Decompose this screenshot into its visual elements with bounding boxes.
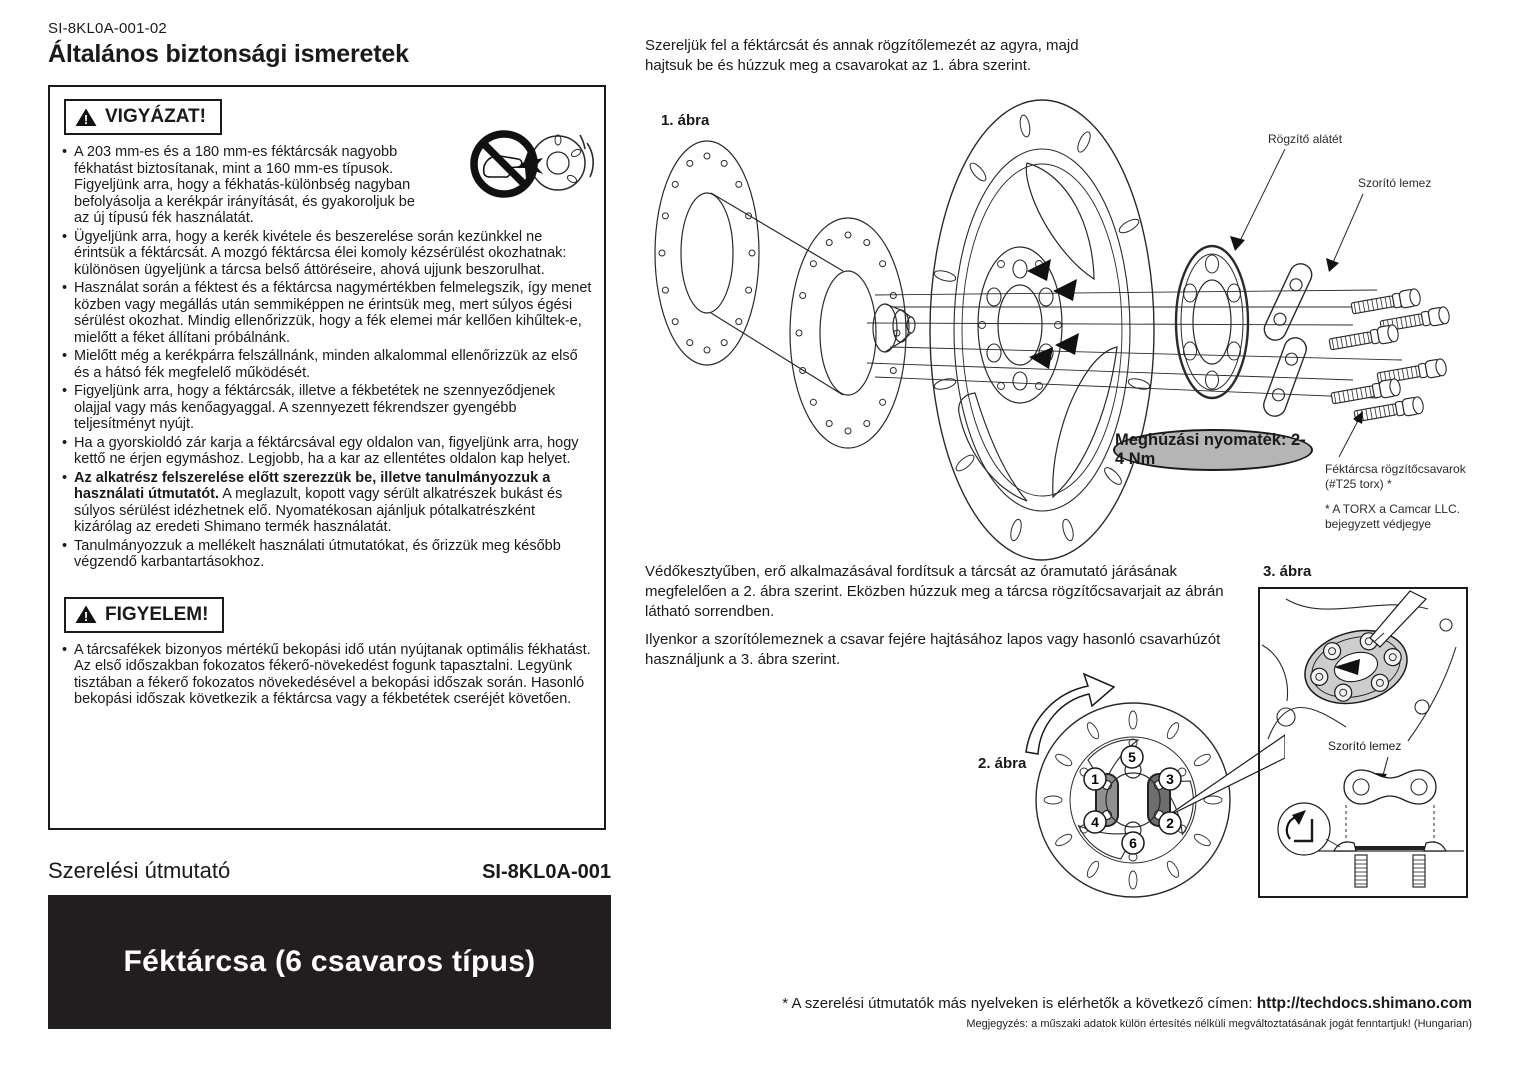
caution-label-text: FIGYELEM! bbox=[105, 603, 209, 625]
figure1-exploded-diagram bbox=[645, 95, 1518, 565]
bolt-axis-lines bbox=[867, 290, 1402, 398]
rotor-bolt-holes bbox=[987, 260, 1053, 390]
page-title: Általános biztonsági ismeretek bbox=[48, 40, 409, 68]
product-title-banner bbox=[48, 895, 611, 1029]
svg-text:6: 6 bbox=[1129, 835, 1137, 851]
rotor-arm-cutouts bbox=[959, 163, 1117, 501]
clamp-plate-side-view bbox=[1316, 842, 1464, 887]
hub-drawing bbox=[655, 141, 915, 448]
document-number: SI-8KL0A-001-02 bbox=[48, 20, 167, 37]
figure1-label: 1. ábra bbox=[661, 112, 710, 129]
warning-bullet: • Ha a gyorskioldó zár karja a féktárcsával egy oldalon van, figyeljünk arra, hogy kettő ne érjen egymáshoz. Legjobb, ha a kar az ellentétes oldalon kap helyet. bbox=[62, 435, 592, 468]
warning-bullet: • Tanulmányozzuk a mellékelt használati útmutatókat, és őrizzük meg később végzendő karbantartásokhoz. bbox=[62, 538, 592, 571]
clamp-plate-callout-label: Szorító lemez bbox=[1358, 176, 1432, 190]
svg-text:!: ! bbox=[83, 111, 89, 127]
hub-spoke-holes bbox=[659, 153, 900, 434]
specs-change-note: Megjegyzés: a műszaki adatok külön értesítés nélküli megváltoztatásának jogát fenntartjuk! (Hungarian) bbox=[966, 1018, 1472, 1030]
clamp-plate-callout-label: Szorító lemez bbox=[1328, 739, 1402, 753]
caution-section bbox=[62, 593, 592, 708]
clamp-plate-top-view bbox=[1344, 770, 1436, 804]
figure3-label: 3. ábra bbox=[1263, 563, 1312, 580]
bend-tab-detail bbox=[1278, 803, 1340, 855]
svg-text:1: 1 bbox=[1091, 771, 1099, 787]
rotor-bolts-drawing bbox=[1329, 288, 1451, 425]
rotate-clockwise-arrow bbox=[1026, 674, 1114, 754]
warning-bullet-list bbox=[62, 144, 592, 571]
warning-triangle-icon bbox=[75, 605, 97, 624]
svg-text:!: ! bbox=[83, 609, 89, 625]
caution-label-box bbox=[64, 597, 224, 633]
manual-code: SI-8KL0A-001 bbox=[482, 861, 611, 883]
svg-text:5: 5 bbox=[1128, 749, 1136, 765]
tighten-order-paragraph: Védőkesztyűben, erő alkalmazásával fordítsuk a tárcsát az óramutató járásának megfelelően a 2. ábra szerint. Eközben húzzuk meg a tárcsa rögzítőcsavarjait az ábrán látható sorrendben. bbox=[645, 563, 1224, 620]
screwdriver-paragraph: Ilyenkor a szorítólemeznek a csavar fejére hajtásához lapos vagy hasonló csavarhúzót használjunk a 3. ábra szerint. bbox=[645, 631, 1221, 668]
torx-trademark-note: * A TORX a Camcar LLC. bejegyzett védjegye bbox=[1325, 502, 1460, 531]
caution-bullet-list bbox=[62, 642, 592, 708]
safety-notes-box bbox=[48, 85, 606, 830]
manual-type-label: Szerelési útmutató bbox=[48, 858, 231, 883]
warning-bullet: • Az alkatrész felszerelése előtt szerezzük be, illetve tanulmányozzuk a használati útmutatót. A meglazult, kopott vagy sérült alkatrészek bukást és súlyos sérülést idézhetnek elő. Nyomatékosan ajánljuk pótalkatrészként kizárólag az eredeti Shimano termék használatát. bbox=[62, 470, 592, 536]
product-title: Féktárcsa (6 csavaros típus) bbox=[123, 945, 536, 978]
warning-bullet: • Mielőtt még a kerékpárra felszállnánk, minden alkalommal ellenőrizzük az első és a hátsó fék megfelelő működését. bbox=[62, 348, 592, 381]
warning-triangle-icon bbox=[75, 108, 97, 127]
svg-text:3: 3 bbox=[1166, 771, 1174, 787]
torque-callout: Meghúzási nyomaték: 2-4 Nm bbox=[1113, 429, 1313, 471]
do-not-touch-rotor-icon bbox=[466, 125, 596, 203]
svg-text:4: 4 bbox=[1091, 814, 1099, 830]
warning-bullet: • Figyeljünk arra, hogy a féktárcsák, illetve a fékbetétek ne szennyeződjenek olajjal vagy más kenőagyaggal. A szennyezett fékrendszer gyengébb teljesítményt nyújt. bbox=[62, 383, 592, 433]
techdocs-url: http://techdocs.shimano.com bbox=[1256, 995, 1472, 1012]
bolts-callout-label: Féktárcsa rögzítőcsavarok (#T25 torx) * bbox=[1325, 462, 1466, 491]
warning-label-text: VIGYÁZAT! bbox=[105, 106, 206, 127]
rotor-drawing bbox=[930, 100, 1154, 560]
other-languages-note: * A szerelési útmutatók más nyelveken is elérhetők a következő címen: http://techdocs.shimano.com bbox=[782, 995, 1472, 1012]
figure2-label: 2. ábra bbox=[978, 755, 1027, 772]
svg-text:2: 2 bbox=[1166, 815, 1174, 831]
caution-bullet: • A tárcsafékek bizonyos mértékű bekopási idő után nyújtanak optimális fékhatást. Az első időszakban fokozatos fékerő-növekedést fogunk tapasztalni. Legyünk tisztában a fékerő fokozatos növekedésével a bekopási időszak során. Hasonló bekopási időszak következik a féktárcsa vagy a fékbetétek cseréjét követően. bbox=[62, 642, 592, 708]
figure3-box bbox=[1258, 587, 1468, 898]
figure2-tighten-order-diagram bbox=[1000, 660, 1285, 970]
washer-callout-label: Rögzítő alátét bbox=[1268, 132, 1343, 146]
warning-bullet: • Használat során a féktest és a féktárcsa nagymértékben felmelegszik, így menet közben vagy megállás után semmiképpen ne érintsük meg, mert súlyos égési sérülést okozhat. Mindig ellenőrizzük, hogy a fék elemei már kellően kihűltek-e, mielőtt a féket állítani próbálnánk. bbox=[62, 280, 592, 346]
warning-label-box bbox=[64, 99, 222, 135]
intro-paragraph: Szereljük fel a féktárcsát és annak rögzítőlemezét az agyra, majd hajtsuk be és húzzuk meg a csavarokat az 1. ábra szerint. bbox=[645, 37, 1079, 74]
warning-bullet: • A 203 mm-es és a 180 mm-es féktárcsák nagyobb fékhatást biztosítanak, mint a 160 mm-es típusok. Figyeljünk arra, hogy a fékhatás-különbség nagyban befolyásolja a kerékpár irányítását, és gyakoroljuk be az új típusú fék használatát. bbox=[62, 144, 432, 227]
warning-bullet: • Ügyeljünk arra, hogy a kerék kivétele és beszerelése során kezünkkel ne érintsük a féktárcsát. A mozgó féktárcsa élei komoly kézsérülést okozhatnak: különösen ügyeljünk a tárcsa belső áttöréseire, ahová ujjunk beszorulhat. bbox=[62, 229, 592, 279]
